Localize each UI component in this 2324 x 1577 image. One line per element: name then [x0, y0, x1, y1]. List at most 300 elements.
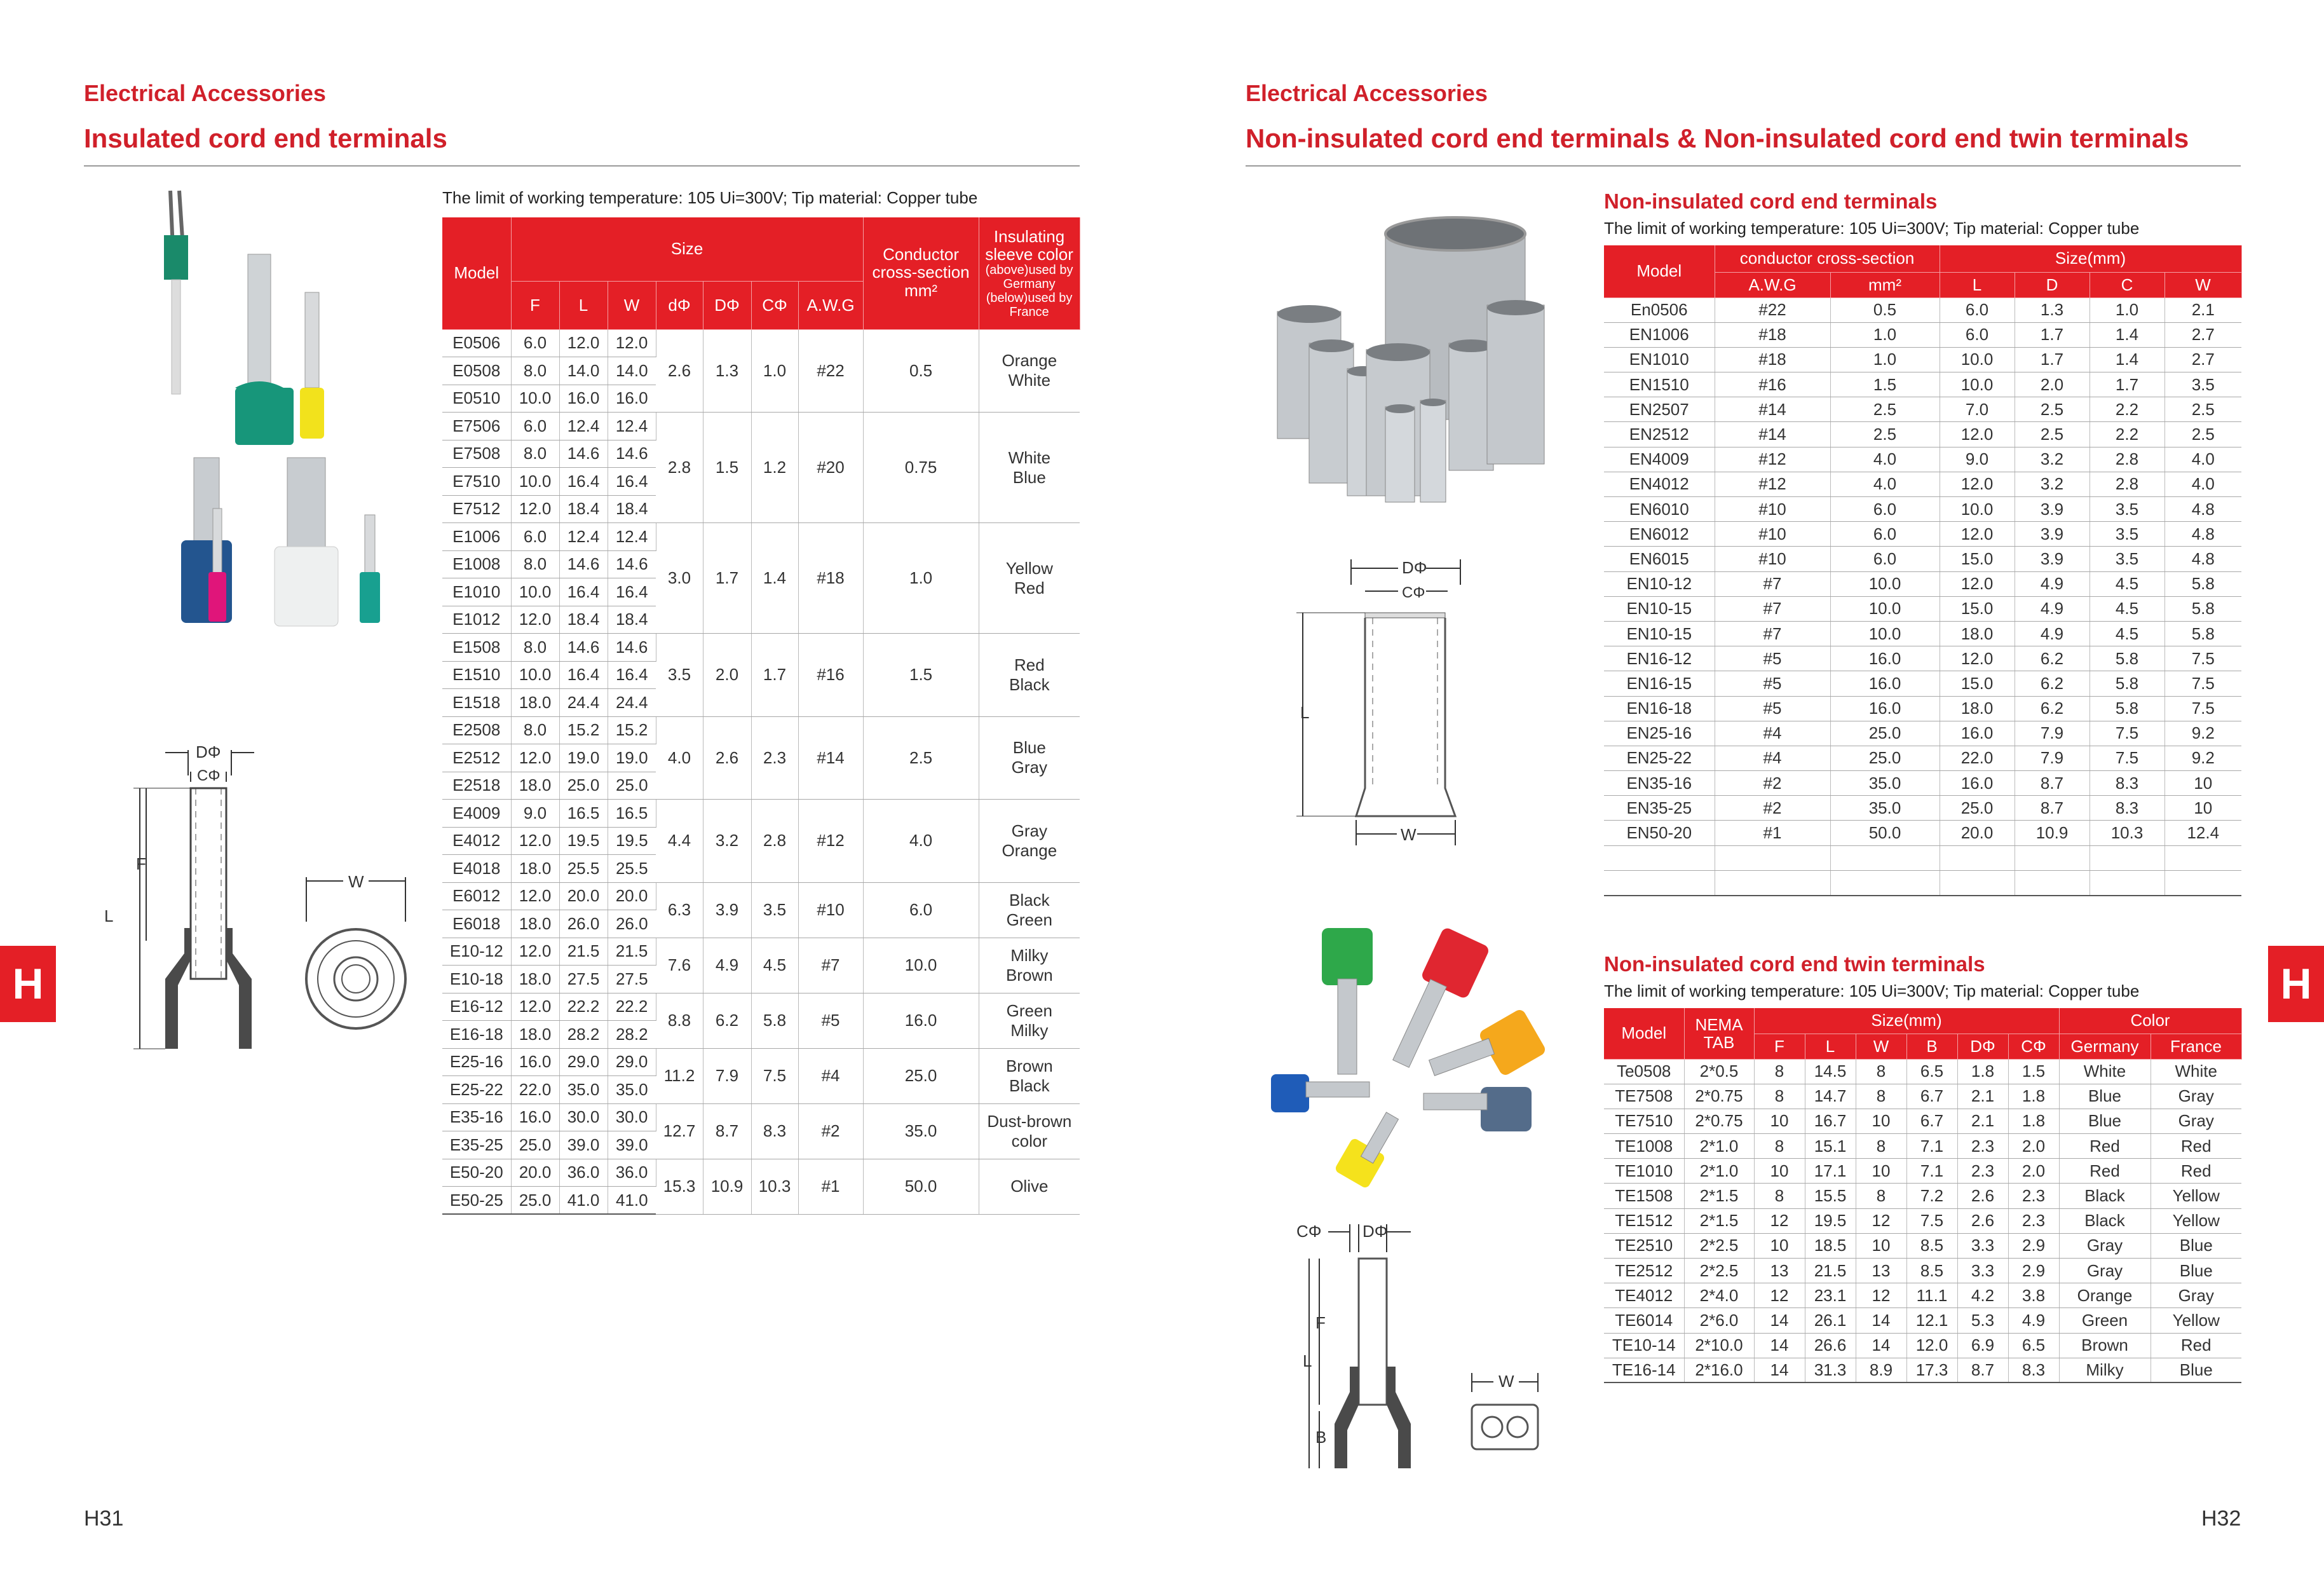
table-cell: 1.5 [703, 413, 751, 523]
table-cell: EN10-12 [1604, 571, 1715, 596]
table-cell: 2*1.5 [1684, 1208, 1754, 1233]
col-dphi: DΦ [1957, 1034, 2008, 1059]
table-cell: EN4009 [1604, 447, 1715, 472]
table-cell: 2.0 [2008, 1159, 2059, 1184]
table-row [1604, 297, 2241, 322]
sleeve-color-cell [979, 523, 1080, 634]
table-cell: 12.0 [1940, 522, 2015, 547]
table-cell: 4.8 [2164, 522, 2241, 547]
table-cell [1830, 845, 1940, 870]
table-cell: 10.0 [511, 578, 559, 606]
table-cell: 2.5 [863, 716, 979, 800]
insulated-terminals-photo [108, 184, 438, 642]
table-cell: #4 [798, 1048, 863, 1103]
table-cell: 6.7 [1906, 1084, 1957, 1109]
table-cell: 12.4 [608, 523, 656, 551]
table-cell: 25.0 [511, 1187, 559, 1215]
table-row [442, 329, 1080, 357]
table-cell: 15.5 [1805, 1184, 1856, 1208]
table-cell [1715, 845, 1830, 870]
table-cell: 2.8 [2090, 447, 2164, 472]
table-cell: 16.0 [1940, 771, 2015, 796]
table-cell: 26.6 [1805, 1333, 1856, 1358]
table-row [1604, 1059, 2241, 1084]
table-cell: 14.0 [559, 357, 608, 385]
table-cell [2164, 845, 2241, 870]
col-germany: Germany [2059, 1034, 2151, 1059]
table-cell: 5.8 [2164, 596, 2241, 621]
table-cell: 1.0 [2090, 297, 2164, 322]
left-title-rule [84, 165, 1080, 167]
table-cell: 12.7 [656, 1103, 703, 1159]
table-cell: Black [2059, 1208, 2151, 1233]
table-cell: Yellow [2151, 1308, 2241, 1333]
table-cell: Te0508 [1604, 1059, 1684, 1084]
table-cell: 14.6 [559, 440, 608, 468]
table-cell: 10 [1856, 1109, 1906, 1133]
table-cell: 12.0 [511, 495, 559, 523]
sleeve-color-germany: Olive [1010, 1177, 1049, 1196]
table-cell: 6.0 [511, 413, 559, 440]
table-row [442, 523, 1080, 551]
sleeve-color-france: Black [1009, 1075, 1050, 1095]
table-cell: 1.0 [1830, 347, 1940, 372]
table-cell: 13 [1856, 1259, 1906, 1283]
table-cell: 29.0 [559, 1048, 608, 1076]
table-cell: 7.0 [1940, 397, 2015, 422]
table-cell: E4012 [442, 827, 511, 855]
table-cell: E1008 [442, 550, 511, 578]
table-cell: 2.5 [2015, 397, 2090, 422]
table-cell: 12.4 [559, 523, 608, 551]
table-cell: #5 [1715, 646, 1830, 671]
table-cell: 14.6 [608, 440, 656, 468]
table-cell: 39.0 [559, 1131, 608, 1159]
table-cell: 5.8 [751, 993, 798, 1048]
table-cell: 1.4 [2090, 322, 2164, 347]
table-row [1604, 547, 2241, 571]
table-cell: 12.4 [559, 413, 608, 440]
col-cphi: CΦ [2008, 1034, 2059, 1059]
table-cell: Red [2151, 1333, 2241, 1358]
table-cell: 2.3 [1957, 1159, 2008, 1184]
table-cell: 15.0 [1940, 596, 2015, 621]
table-cell: 10 [1856, 1159, 1906, 1184]
sleeve-color-germany: Yellow [1005, 558, 1053, 578]
table-cell: 39.0 [608, 1131, 656, 1159]
table-cell: 16.0 [1830, 671, 1940, 696]
table-cell: EN10-15 [1604, 621, 1715, 646]
table-cell: EN25-16 [1604, 721, 1715, 746]
table-cell: 16.0 [511, 1103, 559, 1131]
sleeve-color-germany: Green [1006, 1000, 1052, 1020]
table-cell: 2*0.75 [1684, 1109, 1754, 1133]
col-size: Size [511, 217, 863, 281]
table-cell: 15.2 [559, 716, 608, 744]
table-row [1604, 696, 2241, 721]
table-cell: 25.5 [559, 855, 608, 883]
table-cell: 2.8 [2090, 472, 2164, 496]
table-cell: 19.5 [608, 827, 656, 855]
table-cell: 7.2 [1906, 1184, 1957, 1208]
table-cell: TE2510 [1604, 1233, 1684, 1258]
sleeve-color-france: color [1011, 1131, 1047, 1150]
table-cell: 3.5 [2090, 522, 2164, 547]
sleeve-color-france: Blue [1012, 467, 1046, 487]
table-cell: 18.0 [511, 966, 559, 993]
table-cell: 3.5 [751, 882, 798, 938]
table-cell: EN10-15 [1604, 596, 1715, 621]
table-cell: 18.0 [511, 910, 559, 938]
table-row [1604, 796, 2241, 821]
table-cell: 2*0.5 [1684, 1059, 1754, 1084]
table-cell: 30.0 [608, 1103, 656, 1131]
table-cell: Gray [2151, 1283, 2241, 1308]
table-cell: TE1008 [1604, 1134, 1684, 1159]
twin-terminals-table [1604, 1008, 2242, 1383]
table-cell: #14 [798, 716, 863, 800]
table-cell: 12 [1754, 1283, 1805, 1308]
table-cell: 6.5 [1906, 1059, 1957, 1084]
table-cell: 21.5 [608, 938, 656, 966]
table-cell: E1510 [442, 661, 511, 689]
table-cell: 18.4 [608, 606, 656, 634]
table-cell: 4.5 [2090, 621, 2164, 646]
table-cell: 3.5 [656, 634, 703, 717]
table-cell: 1.7 [751, 634, 798, 717]
table-row [442, 938, 1080, 966]
diagram-l-label: L [1303, 1351, 1312, 1370]
table-row [1604, 1159, 2241, 1184]
table-cell: 10.0 [1940, 497, 2015, 522]
table-cell: 2.1 [1957, 1084, 2008, 1109]
table-row [1604, 1084, 2241, 1109]
table-cell: 8.9 [1856, 1358, 1906, 1382]
table-cell: 12.0 [511, 827, 559, 855]
table-cell: 1.3 [2015, 297, 2090, 322]
table-cell: 8.3 [2090, 771, 2164, 796]
table-row [442, 413, 1080, 440]
table-cell [1604, 845, 1715, 870]
table-cell: 18.0 [511, 772, 559, 800]
table-cell: E10-18 [442, 966, 511, 993]
table-cell: 25.5 [608, 855, 656, 883]
non-insulated-terminals-table [1604, 245, 2242, 896]
table-cell: 27.5 [559, 966, 608, 993]
col-conductor: conductor cross-section [1715, 245, 1940, 272]
sleeve-color-france: Brown [1005, 965, 1053, 985]
table-cell: 10 [1754, 1233, 1805, 1258]
table-cell: 6.2 [703, 993, 751, 1048]
table-cell: 25.0 [608, 772, 656, 800]
table-cell [2090, 870, 2164, 895]
table-cell: 36.0 [608, 1159, 656, 1187]
non-insulated-terminal-diagram [1290, 553, 1481, 852]
table-cell: 35.0 [559, 1076, 608, 1104]
table-cell: 10.3 [2090, 821, 2164, 845]
col-awg: A.W.G [1715, 272, 1830, 297]
table-cell: E0506 [442, 329, 511, 357]
table-cell: 28.2 [559, 1021, 608, 1049]
insulated-terminal-diagram [95, 737, 426, 1055]
table-cell: #20 [798, 413, 863, 523]
table-cell: 19.5 [1805, 1208, 1856, 1233]
table-cell: 16.5 [608, 800, 656, 828]
table-cell: E4009 [442, 800, 511, 828]
table-cell: 26.1 [1805, 1308, 1856, 1333]
table-cell: 12.0 [511, 882, 559, 910]
sleeve-color-cell [979, 634, 1080, 717]
table-row [1604, 596, 2241, 621]
table-cell: 2*10.0 [1684, 1333, 1754, 1358]
table-cell: 8 [1856, 1134, 1906, 1159]
table-cell: 3.9 [2015, 547, 2090, 571]
table-row [442, 882, 1080, 910]
table-cell: E1518 [442, 689, 511, 717]
col-mm2: mm² [1830, 272, 1940, 297]
table-cell: 6.2 [2015, 671, 2090, 696]
col-d: D [2015, 272, 2090, 297]
table-cell: 12.0 [559, 329, 608, 357]
table-cell: 14 [1754, 1333, 1805, 1358]
table-cell: 22.2 [559, 993, 608, 1021]
table-cell: EN1010 [1604, 347, 1715, 372]
table-cell: 17.1 [1805, 1159, 1856, 1184]
table-cell: EN16-15 [1604, 671, 1715, 696]
table-cell: 11.1 [1906, 1283, 1957, 1308]
non-insulated-subtitle: Non-insulated cord end terminals [1604, 189, 1938, 213]
table-cell: 16.4 [608, 661, 656, 689]
table-cell: TE1508 [1604, 1184, 1684, 1208]
table-cell: 4.0 [656, 716, 703, 800]
table-cell: 29.0 [608, 1048, 656, 1076]
table-row [1604, 422, 2241, 447]
table-cell: 12.0 [608, 329, 656, 357]
sleeve-color-france: Black [1009, 674, 1050, 694]
table-cell: TE6014 [1604, 1308, 1684, 1333]
table-cell: 16.0 [1830, 696, 1940, 721]
table-cell: 7.6 [656, 938, 703, 993]
right-working-temp-note-1: The limit of working temperature: 105 Ui=300V; Tip material: Copper tube [1604, 219, 2140, 238]
table-cell: Red [2151, 1134, 2241, 1159]
table-cell: 8.5 [1906, 1233, 1957, 1258]
table-cell: 50.0 [863, 1159, 979, 1214]
table-cell: 4.9 [2015, 621, 2090, 646]
table-cell: EN1006 [1604, 322, 1715, 347]
table-cell: 14 [1856, 1308, 1906, 1333]
diagram-f-label: F [1315, 1313, 1326, 1332]
table-row [1604, 721, 2241, 746]
table-cell: 8 [1754, 1084, 1805, 1109]
table-cell: #1 [798, 1159, 863, 1214]
table-cell: 10.0 [511, 661, 559, 689]
table-cell: 14.6 [559, 634, 608, 662]
table-cell: Blue [2059, 1109, 2151, 1133]
table-cell: 10 [1754, 1159, 1805, 1184]
table-cell: 4.0 [1830, 472, 1940, 496]
table-row [442, 1048, 1080, 1076]
table-cell: 1.0 [1830, 322, 1940, 347]
table-row [1604, 771, 2241, 796]
table-cell: 15.0 [1940, 671, 2015, 696]
table-cell: E7512 [442, 495, 511, 523]
table-cell: 3.2 [703, 800, 751, 883]
sleeve-color-france: Orange [1002, 840, 1057, 860]
table-cell: 3.9 [703, 882, 751, 938]
table-cell: 5.8 [2164, 621, 2241, 646]
table-cell: 11.2 [656, 1048, 703, 1103]
table-cell: 10.9 [2015, 821, 2090, 845]
table-cell: E0510 [442, 385, 511, 413]
table-cell: 35.0 [863, 1103, 979, 1159]
table-cell: EN16-18 [1604, 696, 1715, 721]
table-cell: 6.2 [2015, 696, 2090, 721]
table-cell: E2518 [442, 772, 511, 800]
table-cell: 4.5 [751, 938, 798, 993]
table-cell: 2*1.0 [1684, 1159, 1754, 1184]
table-cell: 6.0 [863, 882, 979, 938]
table-cell: 9.0 [1940, 447, 2015, 472]
table-cell: 16.4 [608, 578, 656, 606]
sleeve-color-germany: White [1008, 447, 1051, 467]
table-cell: 16.7 [1805, 1109, 1856, 1133]
col-l: L [559, 281, 608, 329]
sleeve-color-cell [979, 716, 1080, 800]
table-cell: 16.0 [1830, 646, 1940, 671]
table-cell: EN50-20 [1604, 821, 1715, 845]
table-cell: 3.2 [2015, 447, 2090, 472]
table-cell: 16.4 [559, 578, 608, 606]
table-cell: 5.8 [2090, 696, 2164, 721]
table-cell: E7508 [442, 440, 511, 468]
table-cell: 4.5 [2090, 596, 2164, 621]
table-cell: 14.6 [608, 550, 656, 578]
table-cell: 17.3 [1906, 1358, 1957, 1382]
table-cell: 6.0 [1830, 522, 1940, 547]
table-cell: 10.0 [1830, 596, 1940, 621]
table-cell: 6.7 [1906, 1109, 1957, 1133]
table-cell: 8 [1856, 1184, 1906, 1208]
table-row [1604, 1358, 2241, 1382]
table-cell: White [2151, 1059, 2241, 1084]
table-cell: 8 [1856, 1059, 1906, 1084]
table-cell: 10.0 [511, 385, 559, 413]
table-cell: 41.0 [608, 1187, 656, 1215]
table-cell: 8.3 [751, 1103, 798, 1159]
table-cell: 22.0 [1940, 746, 2015, 770]
table-cell: 4.5 [2090, 571, 2164, 596]
table-cell: 3.9 [2015, 522, 2090, 547]
table-cell: EN2507 [1604, 397, 1715, 422]
table-cell: 7.5 [2164, 671, 2241, 696]
col-f: F [1754, 1034, 1805, 1059]
table-cell: E1508 [442, 634, 511, 662]
table-cell: TE10-14 [1604, 1333, 1684, 1358]
table-row [1604, 472, 2241, 496]
table-row [1604, 870, 2241, 895]
table-cell: 1.8 [2008, 1084, 2059, 1109]
table-cell: E16-18 [442, 1021, 511, 1049]
table-cell: #10 [798, 882, 863, 938]
sleeve-color-cell [979, 938, 1080, 993]
table-cell: 8 [1754, 1184, 1805, 1208]
table-cell: 18.0 [511, 855, 559, 883]
table-cell: 22.0 [511, 1076, 559, 1104]
right-page-number: H32 [2201, 1506, 2241, 1531]
table-cell: 2.3 [2008, 1208, 2059, 1233]
table-cell: EN35-25 [1604, 796, 1715, 821]
table-cell: 7.9 [703, 1048, 751, 1103]
sleeve-color-germany: Orange [1002, 351, 1057, 371]
table-cell: 16.0 [608, 385, 656, 413]
diagram-b-label: B [1315, 1428, 1327, 1447]
sleeve-color-cell [979, 413, 1080, 523]
table-cell: Gray [2151, 1109, 2241, 1133]
table-cell: 25.0 [1830, 746, 1940, 770]
table-cell: 20.0 [511, 1159, 559, 1187]
table-cell: E1010 [442, 578, 511, 606]
table-cell: 4.8 [2164, 547, 2241, 571]
table-cell: 2*6.0 [1684, 1308, 1754, 1333]
table-cell: 18.4 [608, 495, 656, 523]
sleeve-color-germany: Gray [1011, 821, 1047, 840]
table-row [1604, 372, 2241, 397]
table-cell: #18 [798, 523, 863, 634]
table-cell: 2*2.5 [1684, 1259, 1754, 1283]
sleeve-color-cell [979, 882, 1080, 938]
sleeve-color-cell [979, 800, 1080, 883]
table-cell: 8.3 [2090, 796, 2164, 821]
table-cell: 10.0 [1940, 347, 2015, 372]
table-cell: 14.6 [559, 550, 608, 578]
right-title-rule [1246, 165, 2241, 167]
table-cell: 1.0 [863, 523, 979, 634]
table-cell: Gray [2151, 1084, 2241, 1109]
table-cell: 8.0 [511, 357, 559, 385]
table-cell: 24.4 [608, 689, 656, 717]
table-cell: 14 [1754, 1308, 1805, 1333]
table-cell [1715, 870, 1830, 895]
table-cell: #14 [1715, 397, 1830, 422]
table-cell: 6.0 [1940, 297, 2015, 322]
table-cell: 1.4 [2090, 347, 2164, 372]
right-working-temp-note-2: The limit of working temperature: 105 Ui=300V; Tip material: Copper tube [1604, 981, 2140, 1000]
diagram-dphi-label: DΦ [1362, 1222, 1388, 1241]
table-row [1604, 497, 2241, 522]
table-cell: 1.5 [2008, 1059, 2059, 1084]
table-cell: 9.0 [511, 800, 559, 828]
table-cell: 4.4 [656, 800, 703, 883]
col-l: L [1940, 272, 2015, 297]
table-cell: Red [2151, 1159, 2241, 1184]
table-cell: 4.9 [2008, 1308, 2059, 1333]
sleeve-color-france: Red [1014, 578, 1045, 597]
table-cell: 4.9 [2015, 596, 2090, 621]
sleeve-color-cell [979, 1048, 1080, 1103]
table-cell: 1.8 [1957, 1059, 2008, 1084]
table-cell [2015, 870, 2090, 895]
table-cell: #12 [798, 800, 863, 883]
table-cell: Blue [2151, 1358, 2241, 1382]
table-cell: 14.7 [1805, 1084, 1856, 1109]
table-cell: 8.8 [656, 993, 703, 1048]
table-cell: 6.0 [511, 329, 559, 357]
table-cell: E7510 [442, 468, 511, 496]
table-cell: 16.0 [511, 1048, 559, 1076]
table-cell: 1.3 [703, 329, 751, 413]
table-row [1604, 821, 2241, 845]
table-cell: 10.0 [863, 938, 979, 993]
